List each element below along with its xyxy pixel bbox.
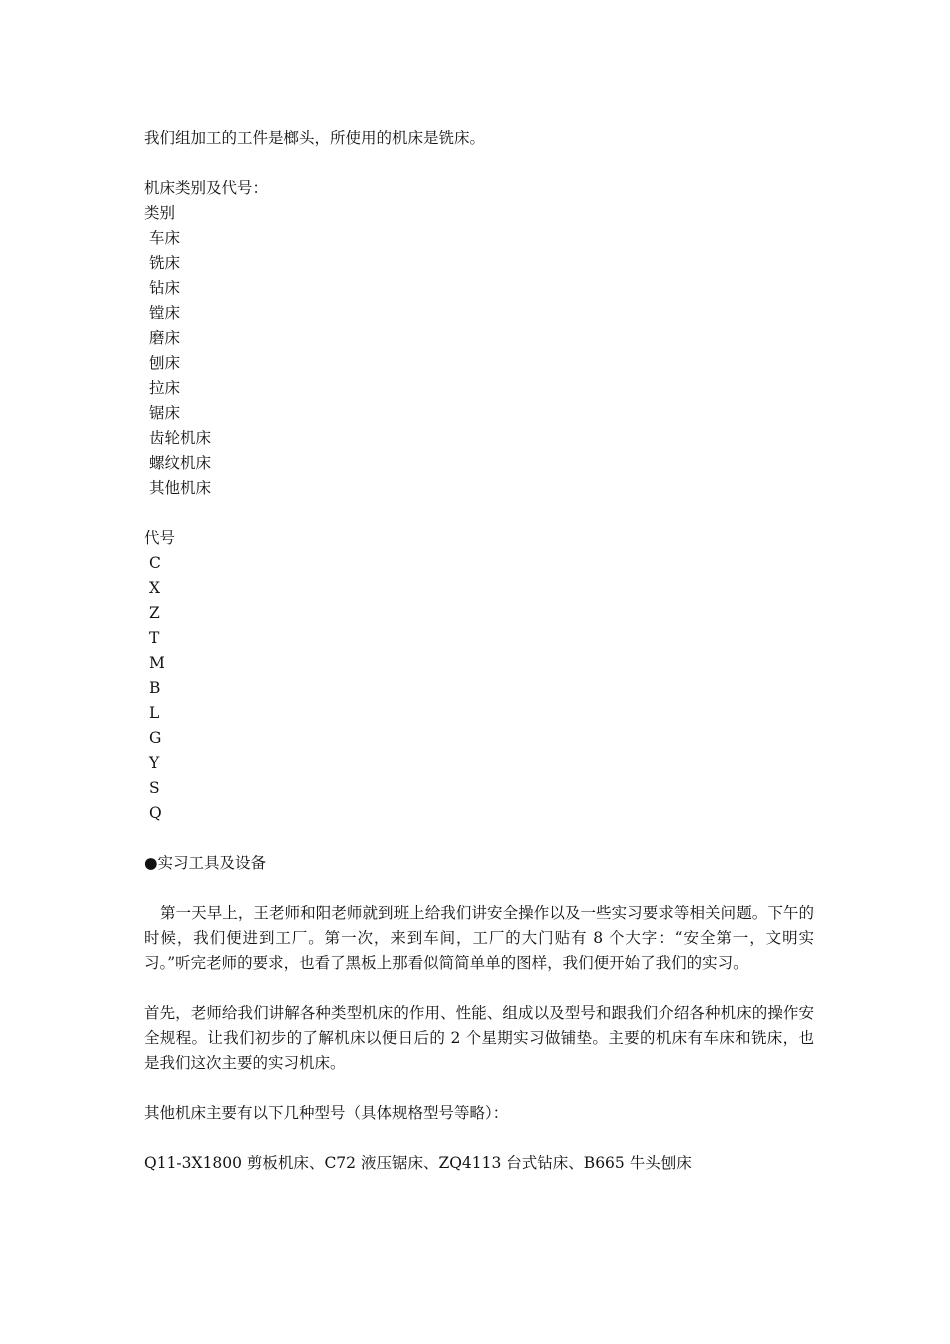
category-item: 镗床 xyxy=(149,304,181,322)
category-item: 车床 xyxy=(149,229,181,247)
code-item: M xyxy=(149,654,165,672)
category-item: 螺纹机床 xyxy=(149,454,212,472)
paragraph-other-machines: 其他机床主要有以下几种型号（具体规格型号等略）： xyxy=(144,1104,509,1122)
code-item: C xyxy=(149,554,161,572)
category-item: 刨床 xyxy=(149,354,181,372)
category-item: 铣床 xyxy=(149,254,181,272)
category-title: 机床类别及代号： xyxy=(144,179,269,197)
intro-line: 我们组加工的工件是榔头，所使用的机床是铣床。 xyxy=(144,129,486,147)
category-item: 钻床 xyxy=(149,279,181,297)
code-item: G xyxy=(149,729,162,747)
spacer xyxy=(144,501,814,526)
spacer xyxy=(144,826,814,851)
paragraph-first-day: 第一天早上，王老师和阳老师就到班上给我们讲安全操作以及一些实习要求等相关问题。下午的时候，我们便进到工厂。第一次，来到车间，工厂的大门贴有 8 个大字：“安全第一，文明实习。”听完老师的要求，也看了黑板上那看似简简单单的图样，我们便开始了我们的实习。 xyxy=(144,904,814,972)
code-item: X xyxy=(149,579,161,597)
paragraph-machine-intro: 首先，老师给我们讲解各种类型机床的作用、性能、组成以及型号和跟我们介绍各种机床的操作安全规程。让我们初步的了解机床以便日后的 2 个星期实习做铺垫。主要的机床有车床和铣床，也是我们这次主要的实习机床。 xyxy=(144,1004,814,1072)
section-heading: ●实习工具及设备 xyxy=(144,854,267,872)
code-header: 代号 xyxy=(144,529,176,547)
code-item: S xyxy=(149,779,160,797)
paragraph-machine-models: Q11-3X1800 剪板机床、C72 液压锯床、ZQ4113 台式钻床、B665 牛头刨床 xyxy=(144,1154,692,1172)
code-item: Q xyxy=(149,804,162,822)
spacer xyxy=(144,1126,814,1151)
category-item: 锯床 xyxy=(149,404,181,422)
spacer xyxy=(144,976,814,1001)
spacer xyxy=(144,876,814,901)
spacer xyxy=(144,1076,814,1101)
code-item: Y xyxy=(149,754,160,772)
category-item: 拉床 xyxy=(149,379,181,397)
spacer xyxy=(144,151,814,176)
category-item: 齿轮机床 xyxy=(149,429,212,447)
code-item: L xyxy=(149,704,160,722)
code-item: Z xyxy=(149,604,160,622)
category-item: 磨床 xyxy=(149,329,181,347)
category-header: 类别 xyxy=(144,204,176,222)
document-body xyxy=(144,126,814,1176)
category-list xyxy=(144,226,814,501)
code-list xyxy=(144,551,814,826)
code-item: T xyxy=(149,629,160,647)
code-item: B xyxy=(149,679,161,697)
category-item: 其他机床 xyxy=(149,479,212,497)
